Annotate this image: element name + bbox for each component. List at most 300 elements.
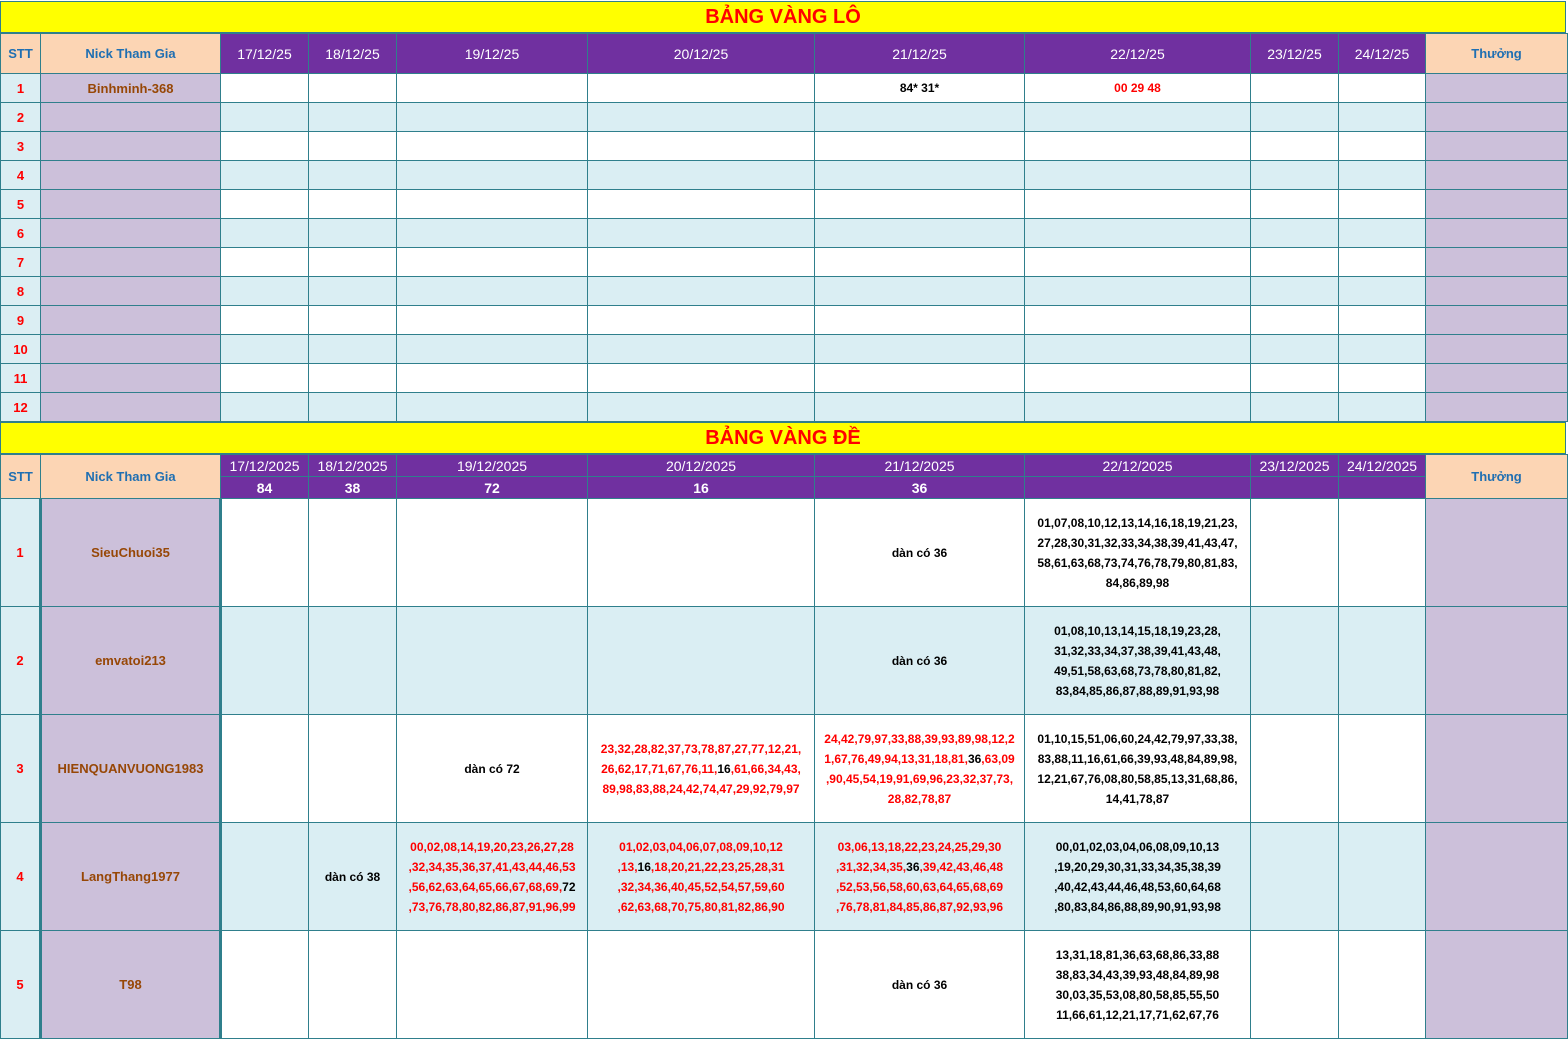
number: 04 <box>669 839 683 854</box>
row-cell <box>1251 715 1339 823</box>
header-date: 23/12/2025 <box>1251 455 1339 477</box>
table-row <box>1 931 1568 1039</box>
separator: , <box>734 879 738 894</box>
number: 60 <box>906 879 920 894</box>
header-date: 20/12/25 <box>588 34 815 74</box>
separator: , <box>847 751 852 766</box>
table-row <box>1 74 1568 103</box>
row-reward <box>1426 306 1568 335</box>
row-cell <box>309 248 397 277</box>
number: 84 <box>889 899 903 914</box>
number: 07 <box>702 839 717 854</box>
separator: , <box>665 781 670 796</box>
row-stt: 9 <box>1 306 41 335</box>
separator: , <box>919 899 923 914</box>
separator: , <box>441 859 446 874</box>
separator: , <box>886 899 890 914</box>
row-cell <box>1251 364 1339 393</box>
row-cell <box>1339 364 1426 393</box>
separator: , <box>542 899 546 914</box>
separator: , <box>871 731 875 746</box>
separator: , <box>507 839 511 854</box>
number: 16 <box>717 761 731 776</box>
row-cell <box>397 931 588 1039</box>
row-cell <box>588 364 815 393</box>
separator: , <box>440 839 444 854</box>
row-stt: 6 <box>1 219 41 248</box>
number: 82 <box>650 741 665 756</box>
row-cell <box>1025 306 1251 335</box>
table-row <box>1 219 1568 248</box>
cell-line <box>397 877 587 897</box>
header-result: 16 <box>588 477 815 499</box>
header-result: 38 <box>309 477 397 499</box>
row-cell <box>397 364 588 393</box>
separator: , <box>876 771 880 786</box>
separator: , <box>952 879 957 894</box>
separator: , <box>632 781 636 796</box>
separator: , <box>614 741 618 756</box>
row-nick: emvatoi213 <box>41 607 221 715</box>
row-reward <box>1426 132 1568 161</box>
separator: , <box>869 859 873 874</box>
separator: , <box>764 761 768 776</box>
header-result <box>1251 477 1339 499</box>
separator: , <box>408 879 412 894</box>
row-cell <box>221 823 309 931</box>
row-stt: 3 <box>1 132 41 161</box>
number: 66 <box>750 761 765 776</box>
separator: , <box>886 879 890 894</box>
number: 68 <box>972 879 987 894</box>
row-cell <box>1025 823 1251 931</box>
number: 08 <box>443 839 457 854</box>
separator: , <box>490 839 494 854</box>
separator: , <box>781 741 785 756</box>
row-stt: 7 <box>1 248 41 277</box>
number: 17 <box>634 761 648 776</box>
row-cell <box>309 499 397 607</box>
header-stt: STT <box>1 34 41 74</box>
row-cell <box>221 393 309 422</box>
cell-line <box>397 897 587 917</box>
separator: , <box>542 859 546 874</box>
number: 99 <box>562 899 576 914</box>
row-reward <box>1426 823 1568 931</box>
number: 68 <box>528 879 543 894</box>
number: 23 <box>600 741 615 756</box>
number: 40 <box>670 879 685 894</box>
number: 09 <box>736 839 750 854</box>
row-stt: 5 <box>1 190 41 219</box>
separator: , <box>716 781 720 796</box>
number: 87 <box>512 899 526 914</box>
row-nick: LangThang1977 <box>41 823 221 931</box>
separator: , <box>936 879 940 894</box>
separator: , <box>701 859 705 874</box>
row-stt: 4 <box>1 161 41 190</box>
row-cell <box>309 715 397 823</box>
number: 37 <box>979 771 993 786</box>
number: 79 <box>769 781 783 796</box>
number: 37 <box>478 859 492 874</box>
cell-line: ,80,83,84,86,88,89,90,91,93,98 <box>1054 899 1221 914</box>
row-cell <box>815 161 1025 190</box>
row-cell: dàn có 72 <box>397 715 588 823</box>
separator: , <box>859 771 863 786</box>
row-cell <box>1339 931 1426 1039</box>
table-row <box>1 607 1568 715</box>
row-nick <box>41 248 221 277</box>
row-cell <box>397 393 588 422</box>
number: 35 <box>889 859 903 874</box>
separator: , <box>408 899 412 914</box>
number: 23 <box>921 839 935 854</box>
number: 73 <box>411 899 426 914</box>
number: 52 <box>704 879 718 894</box>
separator: , <box>981 751 985 766</box>
number: 34 <box>637 879 651 894</box>
separator: , <box>558 899 563 914</box>
row-cell <box>1339 74 1426 103</box>
row-cell <box>309 931 397 1039</box>
row-stt: 8 <box>1 277 41 306</box>
row-nick <box>41 335 221 364</box>
number: 52 <box>839 879 853 894</box>
row-nick <box>41 364 221 393</box>
row-cell <box>221 364 309 393</box>
number: 66 <box>495 879 509 894</box>
number: 27 <box>543 839 558 854</box>
row-reward <box>1426 499 1568 607</box>
cell-line <box>815 769 1024 789</box>
cell-line: 13,31,18,81,36,63,68,86,33,88 <box>1055 947 1220 962</box>
number: 69 <box>912 771 927 786</box>
separator: , <box>747 741 752 756</box>
row-cell <box>1339 823 1426 931</box>
separator: , <box>902 899 907 914</box>
number: 36 <box>906 859 920 874</box>
number: 31 <box>839 859 853 874</box>
number: 76 <box>684 761 698 776</box>
row-cell <box>397 190 588 219</box>
separator: , <box>701 899 705 914</box>
row-cell <box>588 103 815 132</box>
number: 06 <box>854 839 868 854</box>
number: 41 <box>495 859 509 874</box>
number: 74 <box>702 781 717 796</box>
header-date: 21/12/2025 <box>815 455 1025 477</box>
separator: , <box>473 839 477 854</box>
separator: , <box>475 859 479 874</box>
number: 20 <box>493 839 508 854</box>
number: 03 <box>837 839 852 854</box>
cell-line: 84,86,89,98 <box>1105 575 1170 590</box>
number: 97 <box>786 781 800 796</box>
separator: , <box>542 879 546 894</box>
separator: , <box>1009 771 1014 786</box>
row-reward <box>1426 103 1568 132</box>
number: 28 <box>754 859 768 874</box>
number: 56 <box>411 879 426 894</box>
separator: , <box>717 899 722 914</box>
separator: , <box>614 761 618 776</box>
separator: , <box>682 781 686 796</box>
separator: , <box>425 899 429 914</box>
number: 62 <box>620 899 635 914</box>
number: 60 <box>771 879 785 894</box>
number: 42 <box>840 731 855 746</box>
row-reward <box>1426 393 1568 422</box>
number: 01 <box>619 839 633 854</box>
number: 65 <box>956 879 970 894</box>
row-cell <box>1251 248 1339 277</box>
separator: , <box>634 859 638 874</box>
number: 90 <box>771 899 785 914</box>
number: 64 <box>939 879 953 894</box>
header-nick: Nick Tham Gia <box>41 455 221 499</box>
separator: , <box>630 741 635 756</box>
separator: , <box>892 771 897 786</box>
separator: , <box>634 879 638 894</box>
number: 62 <box>428 879 442 894</box>
number: 79 <box>857 731 872 746</box>
number: 96 <box>929 771 943 786</box>
number: 63 <box>637 899 651 914</box>
separator: , <box>667 899 671 914</box>
number: 86 <box>754 899 768 914</box>
number: 73 <box>684 741 698 756</box>
separator: , <box>458 879 462 894</box>
separator: , <box>837 731 841 746</box>
separator: , <box>667 879 671 894</box>
row-nick: SieuChuoi35 <box>41 499 221 607</box>
separator: , <box>909 771 913 786</box>
separator: , <box>667 859 671 874</box>
cell-line <box>588 857 814 877</box>
row-cell <box>221 607 309 715</box>
separator: , <box>731 741 735 756</box>
separator: , <box>751 899 755 914</box>
number: 46 <box>545 859 559 874</box>
separator: , <box>934 839 938 854</box>
separator: , <box>934 791 938 806</box>
separator: , <box>734 899 738 914</box>
row-reward <box>1426 219 1568 248</box>
row-reward <box>1426 161 1568 190</box>
separator: , <box>684 859 688 874</box>
row-cell <box>588 277 815 306</box>
table-row <box>1 335 1568 364</box>
row-cell <box>1025 103 1251 132</box>
row-cell <box>1339 335 1426 364</box>
row-cell <box>309 277 397 306</box>
number: 43 <box>784 761 798 776</box>
row-cell <box>397 103 588 132</box>
separator: , <box>525 879 529 894</box>
row-cell <box>397 335 588 364</box>
row-cell <box>309 161 397 190</box>
table-row <box>1 132 1568 161</box>
separator: , <box>919 859 923 874</box>
number: 72 <box>562 879 576 894</box>
row-stt: 3 <box>1 715 41 823</box>
row-cell <box>309 190 397 219</box>
separator: , <box>797 761 801 776</box>
separator: , <box>947 751 952 766</box>
separator: , <box>647 761 652 776</box>
separator: , <box>697 741 701 756</box>
number: 34 <box>428 859 442 874</box>
separator: , <box>441 899 446 914</box>
cell-line <box>815 729 1024 749</box>
row-cell <box>397 306 588 335</box>
row-cell <box>815 248 1025 277</box>
separator: , <box>508 879 513 894</box>
number: 14 <box>460 839 474 854</box>
cell-line <box>588 739 814 759</box>
separator: , <box>926 771 930 786</box>
row-cell <box>588 715 815 823</box>
row-stt: 1 <box>1 499 41 607</box>
row-cell <box>588 132 815 161</box>
row-stt: 1 <box>1 74 41 103</box>
header-date: 17/12/25 <box>221 34 309 74</box>
separator: , <box>976 771 980 786</box>
separator: , <box>969 859 973 874</box>
row-cell <box>309 393 397 422</box>
row-cell <box>397 132 588 161</box>
row-cell <box>309 103 397 132</box>
number: 57 <box>737 879 752 894</box>
separator: , <box>951 839 955 854</box>
number: 91 <box>528 899 543 914</box>
row-cell <box>221 190 309 219</box>
separator: , <box>684 899 688 914</box>
number: 37 <box>667 741 681 756</box>
row-cell <box>1339 161 1426 190</box>
number: 93 <box>972 899 987 914</box>
number: 53 <box>856 879 870 894</box>
number: 54 <box>862 771 877 786</box>
number: 61 <box>734 761 748 776</box>
cell-line <box>397 837 587 857</box>
separator: , <box>558 879 563 894</box>
number: 33 <box>891 731 905 746</box>
row-cell <box>815 823 1025 931</box>
row-cell <box>1251 335 1339 364</box>
number: 28 <box>887 791 902 806</box>
separator: , <box>867 839 872 854</box>
cell-line: 49,51,58,63,68,73,78,80,81,82, <box>1054 663 1221 678</box>
row-cell <box>1025 277 1251 306</box>
separator: , <box>942 771 947 786</box>
separator: , <box>617 899 621 914</box>
row-cell <box>221 715 309 823</box>
number: 42 <box>939 859 953 874</box>
number: 48 <box>989 859 1004 874</box>
separator: , <box>475 879 479 894</box>
number: 28 <box>560 839 574 854</box>
table-row <box>1 103 1568 132</box>
header-date: 24/12/25 <box>1339 34 1426 74</box>
table-row <box>1 715 1568 823</box>
row-cell <box>397 74 588 103</box>
cell-line: 27,28,30,31,32,33,34,38,39,41,43,47, <box>1037 535 1238 550</box>
number: 87 <box>937 791 952 806</box>
separator: , <box>734 859 738 874</box>
row-cell <box>221 499 309 607</box>
number: 19 <box>879 771 893 786</box>
separator: , <box>864 751 868 766</box>
number: 65 <box>478 879 492 894</box>
row-cell <box>588 931 815 1039</box>
number: 54 <box>721 879 735 894</box>
separator: , <box>902 859 907 874</box>
row-cell <box>588 607 815 715</box>
number: 76 <box>428 899 442 914</box>
number: 87 <box>717 741 732 756</box>
number: 76 <box>851 751 865 766</box>
separator: , <box>751 879 755 894</box>
number: 13 <box>871 839 885 854</box>
separator: , <box>441 879 446 894</box>
row-cell <box>1251 103 1339 132</box>
row-cell <box>1251 931 1339 1039</box>
number: 94 <box>884 751 898 766</box>
number: 2 <box>1008 731 1015 746</box>
separator: , <box>964 751 968 766</box>
number: 22 <box>704 859 718 874</box>
separator: , <box>901 839 905 854</box>
separator: , <box>954 731 958 746</box>
row-cell <box>221 132 309 161</box>
lo-table <box>0 33 1568 422</box>
row-cell <box>1339 607 1426 715</box>
separator: , <box>747 761 751 776</box>
row-cell <box>588 306 815 335</box>
row-cell <box>309 306 397 335</box>
row-reward <box>1426 74 1568 103</box>
cell-line <box>588 877 814 897</box>
cell-line <box>815 897 1024 917</box>
row-cell <box>1025 715 1251 823</box>
row-cell <box>221 306 309 335</box>
row-cell: 00 29 48 <box>1025 74 1251 103</box>
number: 78 <box>445 899 459 914</box>
row-cell <box>588 161 815 190</box>
row-cell <box>309 364 397 393</box>
row-cell <box>588 190 815 219</box>
separator: , <box>986 859 990 874</box>
separator: , <box>919 879 923 894</box>
row-cell <box>309 607 397 715</box>
separator: , <box>647 741 651 756</box>
separator: , <box>749 839 753 854</box>
row-reward <box>1426 715 1568 823</box>
number: 76 <box>839 899 853 914</box>
number: 36 <box>654 879 668 894</box>
number: 87 <box>939 899 953 914</box>
separator: , <box>917 791 922 806</box>
row-cell <box>309 219 397 248</box>
row-cell <box>1251 277 1339 306</box>
row-cell <box>221 74 309 103</box>
number: 92 <box>956 899 970 914</box>
row-cell <box>397 248 588 277</box>
row-nick: T98 <box>41 931 221 1039</box>
separator: , <box>558 859 563 874</box>
